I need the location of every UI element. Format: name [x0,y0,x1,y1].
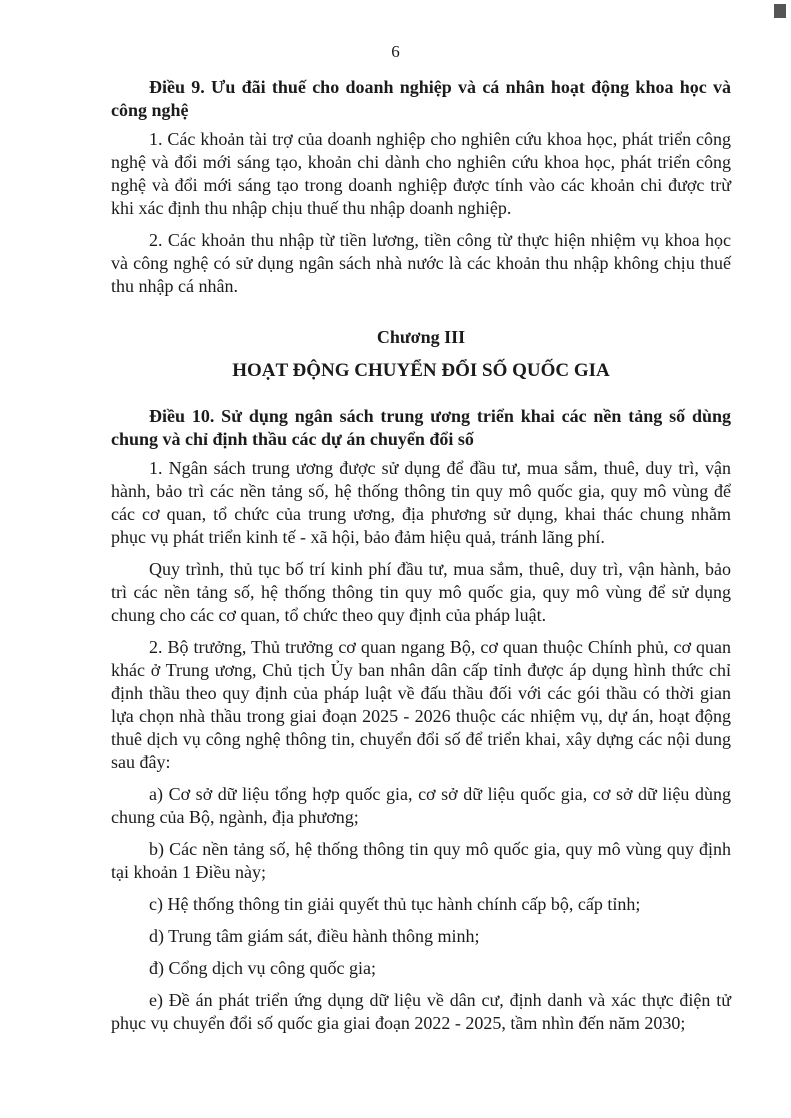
article-10-title: Điều 10. Sử dụng ngân sách trung ương triển khai các nền tảng số dùng chung và chỉ định thầu các dự án chuyển đổi số [111,406,731,449]
article-9-paragraph-1: 1. Các khoản tài trợ của doanh nghiệp cho nghiên cứu khoa học, phát triển công nghệ và đổi mới sáng tạo, khoản chi dành cho nghiên cứu khoa học, phát triển công nghệ và đổi mới sáng tạo trong doanh nghiệp được tính vào các khoản chi được trừ khi xác định thu nhập chịu thuế thu nhập doanh nghiệp. [111,129,731,218]
article-10-item-a: a) Cơ sở dữ liệu tổng hợp quốc gia, cơ sở dữ liệu quốc gia, cơ sở dữ liệu dùng chung của Bộ, ngành, địa phương; [111,784,731,827]
chapter-label: Chương III [376,327,466,347]
chapter-title: HOẠT ĐỘNG CHUYỂN ĐỔI SỐ QUỐC GIA [232,360,610,381]
document-body [111,76,731,1035]
corner-mark [774,4,786,18]
article-10-item-b: b) Các nền tảng số, hệ thống thông tin quy mô quốc gia, quy mô vùng quy định tại khoản 1 Điều này; [111,839,731,882]
article-9-paragraph-2: 2. Các khoản thu nhập từ tiền lương, tiền công từ thực hiện nhiệm vụ khoa học và công nghệ có sử dụng ngân sách nhà nước là các khoản thu nhập không chịu thuế thu nhập cá nhân. [111,230,731,296]
article-10-paragraph-2: Quy trình, thủ tục bố trí kinh phí đầu tư, mua sắm, thuê, duy trì, vận hành, bảo trì các nền tảng số, hệ thống thông tin quy mô quốc gia, quy mô vùng để sử dụng chung cho các cơ quan, tổ chức theo quy định của pháp luật. [111,559,731,625]
article-10-item-c: c) Hệ thống thông tin giải quyết thủ tục hành chính cấp bộ, cấp tỉnh; [149,894,641,914]
article-10-item-dd: đ) Cổng dịch vụ công quốc gia; [149,958,376,978]
article-10-item-d: d) Trung tâm giám sát, điều hành thông minh; [149,926,480,946]
article-10-paragraph-3: 2. Bộ trưởng, Thủ trưởng cơ quan ngang Bộ, cơ quan thuộc Chính phủ, cơ quan khác ở Trung ương, Chủ tịch Ủy ban nhân dân cấp tỉnh được áp dụng hình thức chỉ định thầu theo quy định của pháp luật về đấu thầu đối với các gói thầu có thời gian lựa chọn nhà thầu trong giai đoạn 2025 - 2026 thuộc các nhiệm vụ, dự án, hoạt động thuê dịch vụ công nghệ thông tin, chuyển đổi số để triển khai, xây dựng các nội dung sau đây: [111,637,731,772]
page-number: 6 [391,42,400,61]
article-10-item-e: e) Đề án phát triển ứng dụng dữ liệu về dân cư, định danh và xác thực điện tử phục vụ chuyển đổi số quốc gia giai đoạn 2022 - 2025, tầm nhìn đến năm 2030; [111,990,731,1033]
article-10-paragraph-1: 1. Ngân sách trung ương được sử dụng để đầu tư, mua sắm, thuê, duy trì, vận hành, bảo trì các nền tảng số, hệ thống thông tin quy mô quốc gia, quy mô vùng để các cơ quan, tổ chức của trung ương, địa phương sử dụng, khai thác chung nhằm phục vụ phát triển kinh tế - xã hội, bảo đảm hiệu quả, tránh lãng phí. [111,458,731,547]
article-9-title: Điều 9. Ưu đãi thuế cho doanh nghiệp và cá nhân hoạt động khoa học và công nghệ [111,77,731,120]
